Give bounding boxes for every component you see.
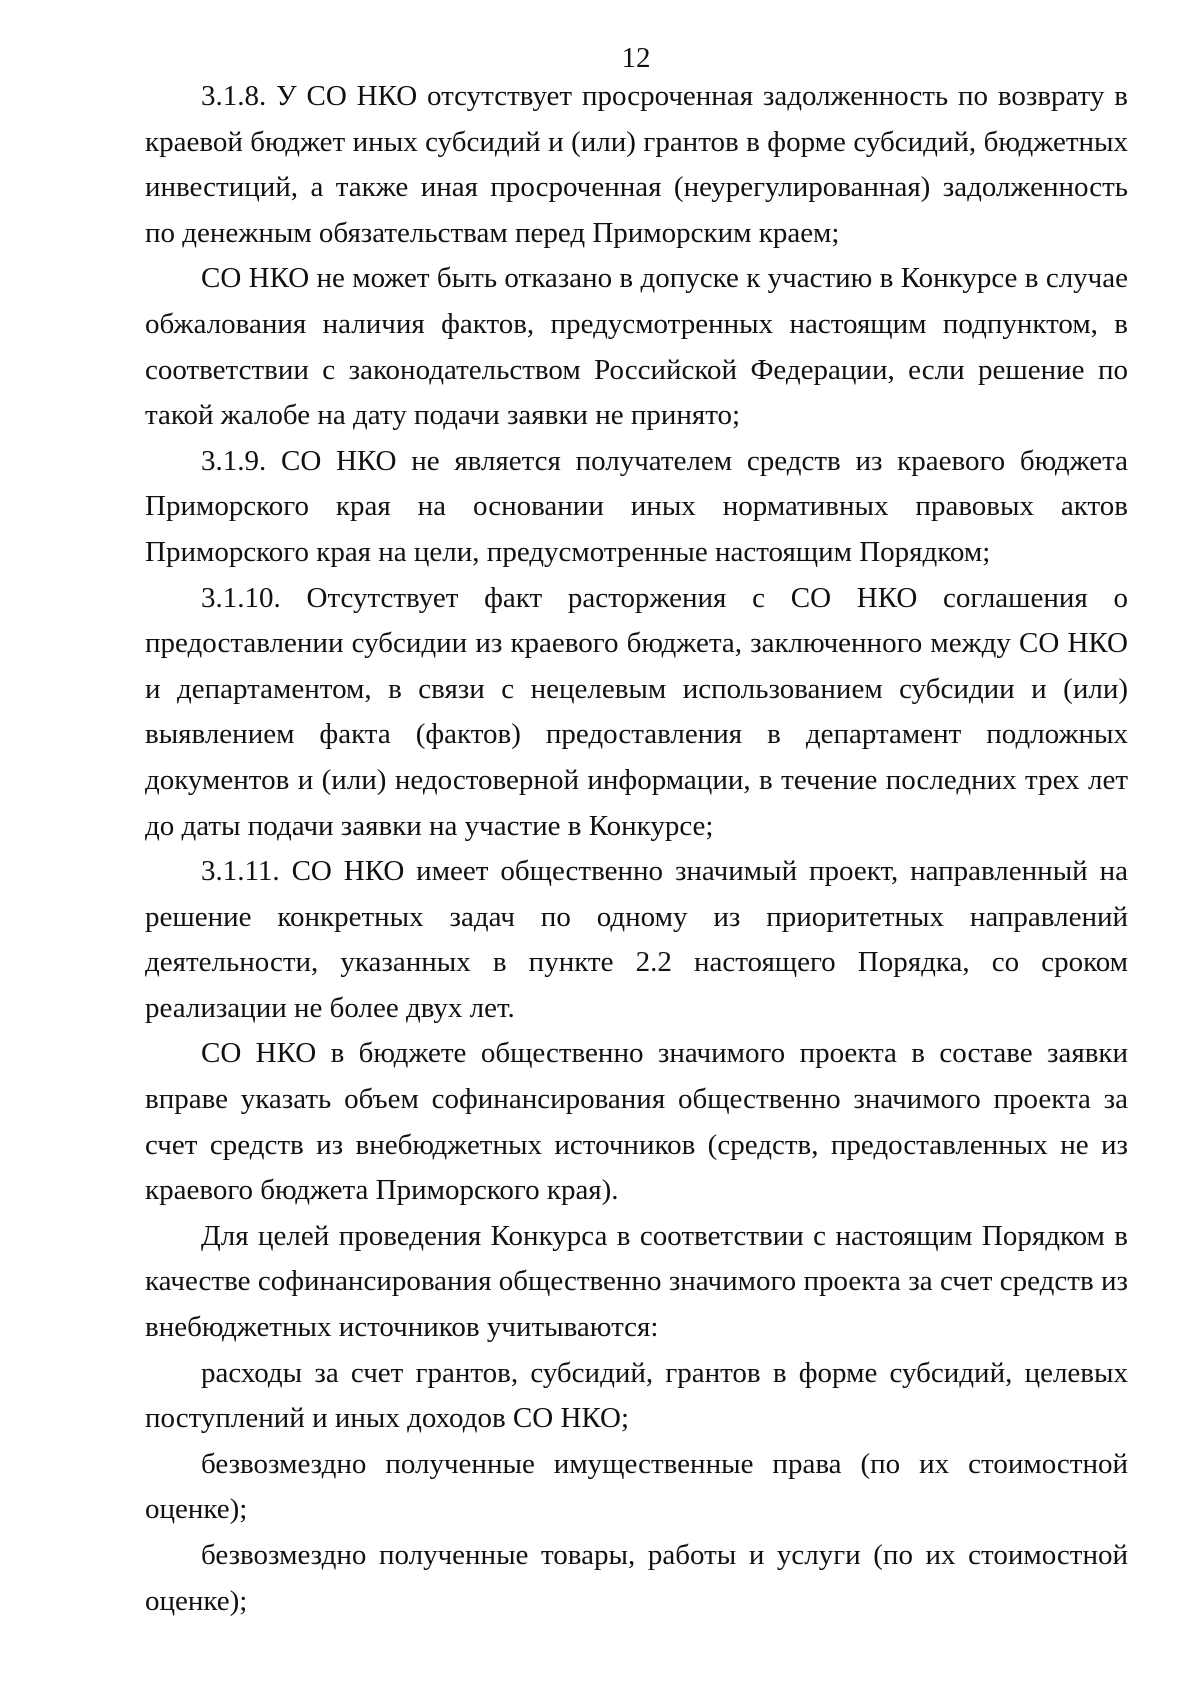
paragraph-appeal-clause: СО НКО не может быть отказано в допуске к участию в Конкурсе в случае обжалования наличия фактов, предусмотренных настоящим подпунктом, в соответствии с законодательством Российской Федерации, если решение по такой жалобе на дату подачи заявки не принято;: [145, 262, 1128, 432]
list-item-goods-works-services: безвозмездно полученные товары, работы и услуги (по их стоимостной оценке);: [145, 1539, 1128, 1617]
paragraph-cofinancing-volume: СО НКО в бюджете общественно значимого проекта в составе заявки вправе указать объем софинансирования общественно значимого проекта за счет средств из внебюджетных источников (средств, предоставленных не из краевого бюджета Приморского края).: [145, 1037, 1128, 1207]
paragraph-3-1-8: 3.1.8. У СО НКО отсутствует просроченная задолженность по возврату в краевой бюджет иных субсидий и (или) грантов в форме субсидий, бюджетных инвестиций, а также иная просроченная (неурегулированная) задолженность по денежным обязательствам перед Приморским краем;: [145, 80, 1128, 249]
list-item-property-rights: безвозмездно полученные имущественные права (по их стоимостной оценке);: [145, 1447, 1128, 1526]
list-item-grants-expenses: расходы за счет грантов, субсидий, грантов в форме субсидий, целевых поступлений и иных доходов СО НКО;: [145, 1356, 1128, 1435]
paragraph-cofinancing-sources: Для целей проведения Конкурса в соответствии с настоящим Порядком в качестве софинансирования общественно значимого проекта за счет средств из внебюджетных источников учитываются:: [145, 1219, 1128, 1344]
page-number: 12: [621, 42, 651, 74]
document-body: [145, 74, 1128, 1624]
paragraph-3-1-9: 3.1.9. СО НКО не является получателем средств из краевого бюджета Приморского края на основании иных нормативных правовых актов Приморского края на цели, предусмотренные настоящим Порядком;: [145, 444, 1128, 568]
paragraph-3-1-10: 3.1.10. Отсутствует факт расторжения с СО НКО соглашения о предоставлении субсидии из краевого бюджета, заключенного между СО НКО и департаментом, в связи с нецелевым использованием субсидии и (или) выявлением факта (фактов) предоставления в департамент подложных документов и (или) недостоверной информации, в течение последних трех лет до даты подачи заявки на участие в Конкурсе;: [145, 581, 1128, 842]
paragraph-3-1-11: 3.1.11. СО НКО имеет общественно значимый проект, направленный на решение конкретных задач по одному из приоритетных направлений деятельности, указанных в пункте 2.2 настоящего Порядка, со сроком реализации не более двух лет.: [145, 855, 1128, 1024]
